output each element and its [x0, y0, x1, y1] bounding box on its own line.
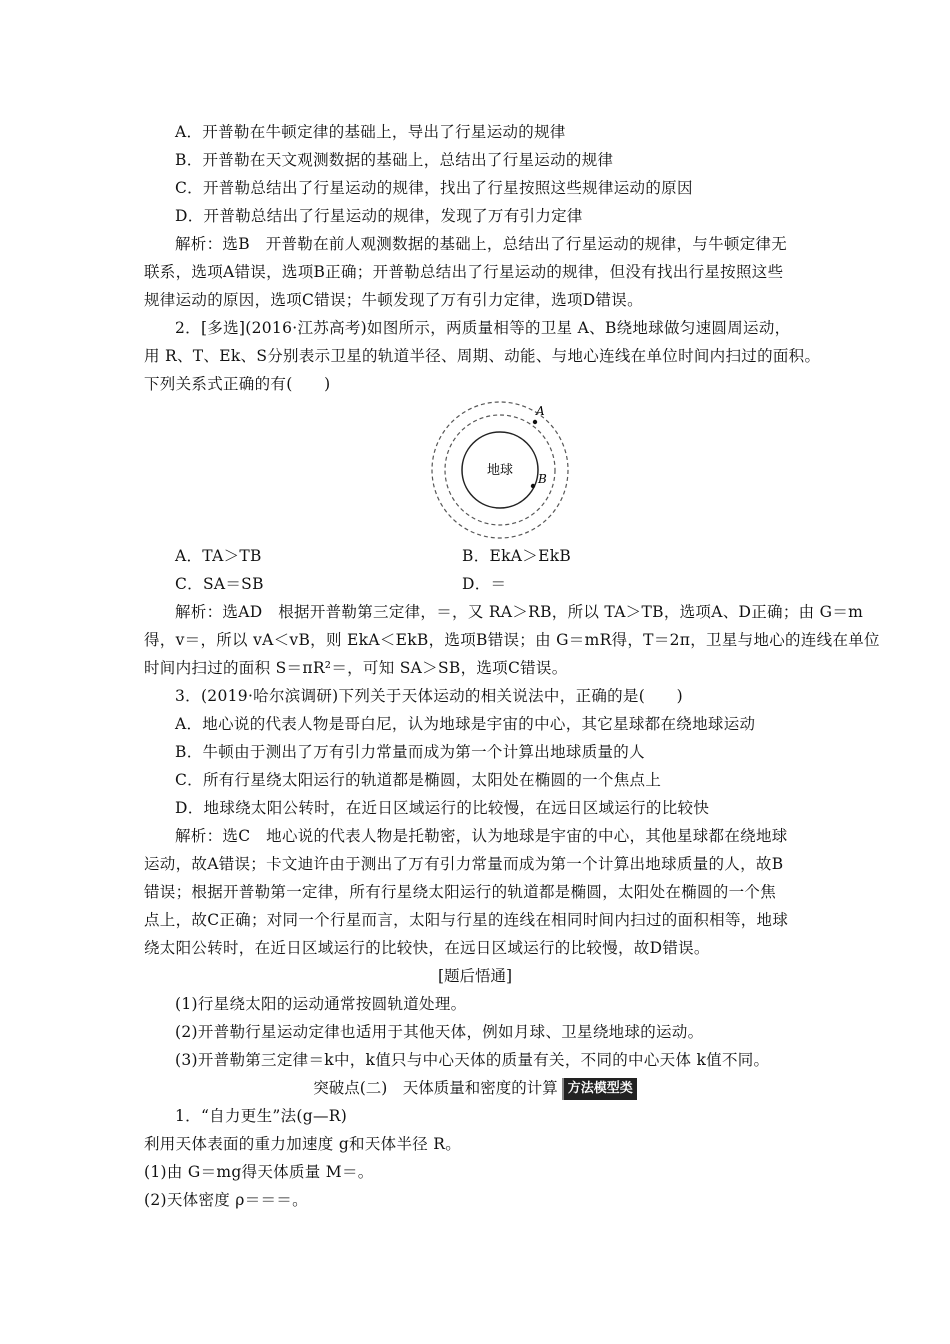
q3-analysis-line: 运动，故A错误；卡文迪许由于测出了万有引力常量而成为第一个计算出地球质量的人，故B: [144, 855, 784, 873]
q3-option-b: B．牛顿由于测出了万有引力常量而成为第一个计算出地球质量的人: [175, 743, 645, 761]
q3-analysis-line: 解析：选C 地心说的代表人物是托勒密，认为地球是宇宙的中心，其他星球都在绕地球: [175, 827, 788, 845]
satellite-a-dot: [533, 420, 537, 424]
q2-option-c: C．SA＝SB: [175, 575, 264, 593]
q3-option-a: A．地心说的代表人物是哥白尼，认为地球是宇宙的中心，其它星球都在绕地球运动: [175, 715, 756, 733]
q2-analysis-line: 得，v＝，所以 vA＜vB，则 EkA＜EkB，选项B错误；由 G＝mR得，T＝2π，卫星与地心的连线在单位: [144, 631, 880, 649]
tip-item: (2)开普勒行星运动定律也适用于其他天体，例如月球、卫星绕地球的运动。: [175, 1023, 704, 1041]
q2-option-d: D．＝: [462, 575, 507, 593]
q2-analysis-line: 时间内扫过的面积 S＝πR²＝，可知 SA＞SB，选项C错误。: [144, 659, 568, 677]
q1-analysis-line: 解析：选B 开普勒在前人观测数据的基础上，总结出了行星运动的规律，与牛顿定律无: [175, 235, 788, 253]
q2-stem-line: 用 R、T、Ek、S分别表示卫星的轨道半径、周期、动能、与地心连线在单位时间内扫过的面积。: [144, 347, 821, 365]
orbit-diagram: [420, 400, 580, 540]
q1-option-a: A．开普勒在牛顿定律的基础上，导出了行星运动的规律: [175, 123, 566, 141]
q3-analysis-line: 错误；根据开普勒第一定律，所有行星绕太阳运行的轨道都是椭圆，太阳处在椭圆的一个焦: [144, 883, 777, 901]
q1-option-b: B．开普勒在天文观测数据的基础上，总结出了行星运动的规律: [175, 151, 614, 169]
q3-option-c: C．所有行星绕太阳运行的轨道都是椭圆，太阳处在椭圆的一个焦点上: [175, 771, 662, 789]
tip-item: (1)行星绕太阳的运动通常按圆轨道处理。: [175, 995, 467, 1013]
satellite-a-label: A: [536, 404, 545, 418]
q3-option-d: D．地球绕太阳公转时，在近日区域运行的比较慢，在远日区域运行的比较快: [175, 799, 710, 817]
section-heading: [0, 1078, 950, 1100]
satellite-b-label: B: [538, 472, 547, 486]
q2-analysis-line: 解析：选AD 根据开普勒第三定律，＝，又 RA＞RB，所以 TA＞TB，选项A、D正确；由 G＝m: [175, 603, 864, 621]
q1-analysis-line: 联系，选项A错误，选项B正确；开普勒总结出了行星运动的规律，但没有找出行星按照这些: [144, 263, 784, 281]
tips-title: [题后悟通]: [437, 967, 513, 985]
satellite-b-dot: [531, 484, 535, 488]
q2-option-b: B．EkA＞EkB: [462, 547, 572, 565]
q3-stem: 3．(2019·哈尔滨调研)下列关于天体运动的相关说法中，正确的是( ): [175, 687, 684, 705]
q2-stem-line: 2．[多选](2016·江苏高考)如图所示，两质量相等的卫星 A、B绕地球做匀速圆周运动，: [175, 319, 791, 337]
earth-label: 地球: [486, 463, 514, 478]
q2-option-a: A．TA＞TB: [175, 547, 262, 565]
method-line: 1．“自力更生”法(g—R): [175, 1107, 348, 1125]
method-line: (2)天体密度 ρ＝＝＝。: [144, 1191, 308, 1209]
q1-analysis-line: 规律运动的原因，选项C错误；牛顿发现了万有引力定律，选项D错误。: [144, 291, 643, 309]
section-badge: 方法模型类: [562, 1078, 637, 1100]
method-line: 利用天体表面的重力加速度 g和天体半径 R。: [144, 1135, 462, 1153]
q1-option-c: C．开普勒总结出了行星运动的规律，找出了行星按照这些规律运动的原因: [175, 179, 693, 197]
q2-stem-line: 下列关系式正确的有( ): [144, 375, 331, 393]
tip-item: (3)开普勒第三定律＝k中，k值只与中心天体的质量有关，不同的中心天体 k值不同。: [175, 1051, 770, 1069]
section-title: 突破点(二) 天体质量和密度的计算: [313, 1079, 558, 1097]
method-line: (1)由 G＝mg得天体质量 M＝。: [144, 1163, 374, 1181]
q3-analysis-line: 绕太阳公转时，在近日区域运行的比较快，在远日区域运行的比较慢，故D错误。: [144, 939, 710, 957]
q3-analysis-line: 点上，故C正确；对同一个行星而言，太阳与行星的连线在相同时间内扫过的面积相等，地球: [144, 911, 789, 929]
q1-option-d: D．开普勒总结出了行星运动的规律，发现了万有引力定律: [175, 207, 583, 225]
